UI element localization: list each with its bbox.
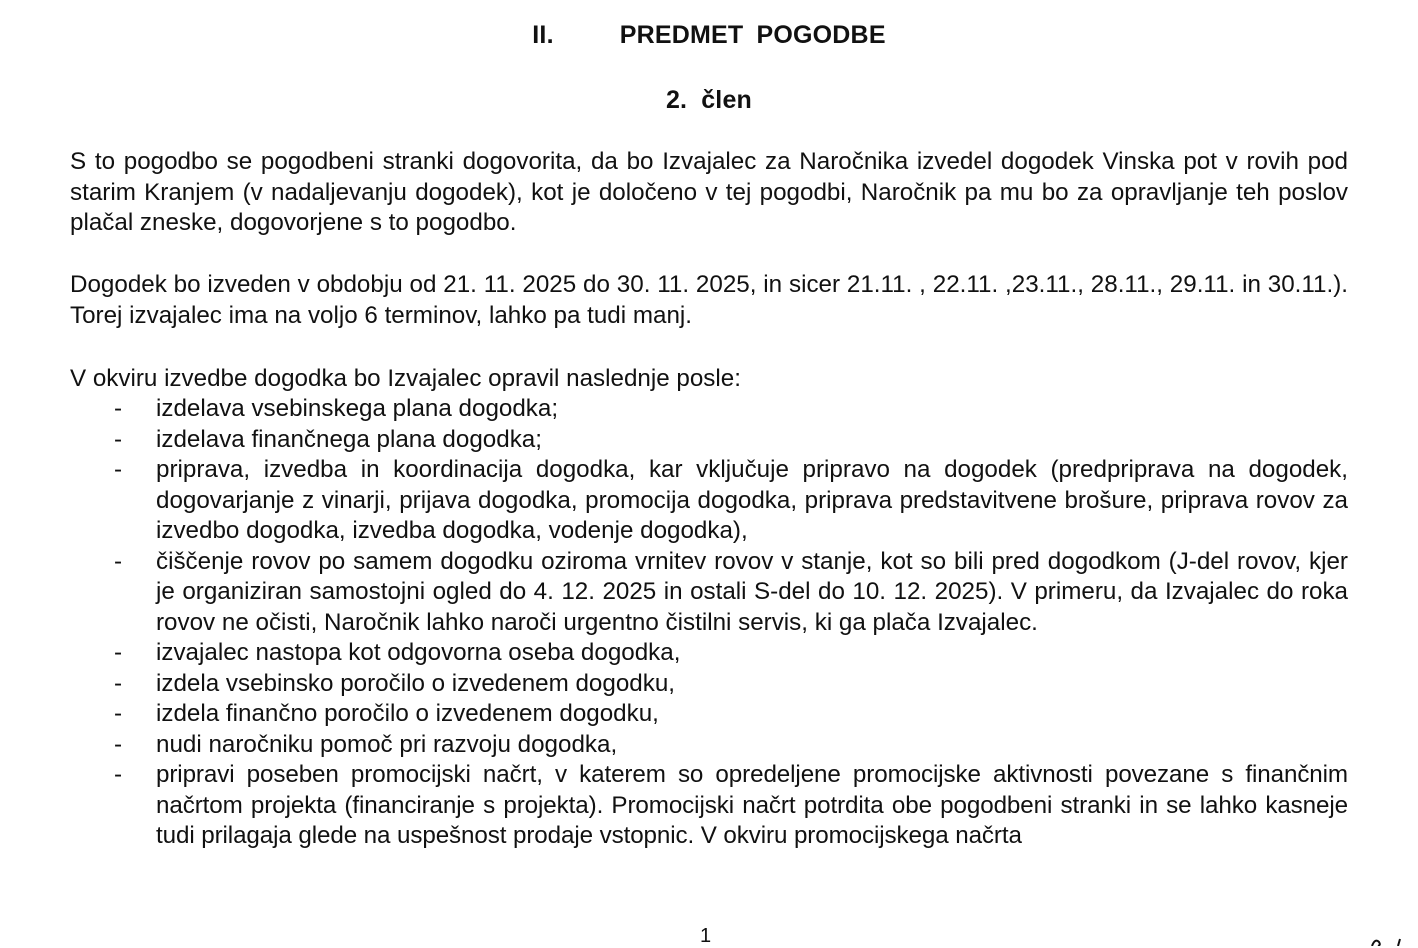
list-item: [70, 699, 1348, 730]
tasks-list: [70, 394, 1348, 852]
article-number: 2.: [665, 86, 688, 114]
paragraph-event-dates: Dogodek bo izveden v obdobju od 21. 11. 2025 do 30. 11. 2025, in sicer 21.11. , 22.11. ,23.11., 28.11., 29.11. in 30.11.). Torej izvajalec ima na voljo 6 terminov, lahko pa tudi manj.: [70, 271, 1348, 329]
list-item-text: izdela finančno poročilo o izvedenem dogodku,: [156, 700, 659, 727]
list-item-text: pripravi poseben promocijski načrt, v katerem so opredeljene promocijske aktivnosti povezane s finančnim načrtom projekta (financiranje s projekta). Promocijski načrt potrdita obe pogodbeni stranki in se lahko kasneje tudi prilagaja glede na uspešnost prodaje vstopnic. V okviru promocijskega načrta: [156, 761, 1348, 849]
list-bullet: -: [114, 700, 123, 727]
list-item: [70, 394, 1348, 425]
list-item-text: izdelava finančnega plana dogodka;: [156, 425, 542, 453]
article-heading: [0, 86, 1418, 115]
list-item-text: priprava, izvedba in koordinacija dogodka, kar vključuje pripravo na dogodek (predpriprava na dogodek, dogovarjanje z vinarji, prijava dogodka, promocija dogodka, priprava predstavitvene brošure, priprava rovov za izvedbo dogodka, izvedba dogodka, vodenje dogodka),: [156, 456, 1348, 544]
list-bullet: -: [114, 669, 123, 697]
list-bullet: -: [114, 730, 123, 758]
list-item-text: izdela vsebinsko poročilo o izvedenem dogodku,: [156, 669, 676, 697]
section-title: PREDMET POGODBE: [619, 21, 886, 49]
list-item-text: nudi naročniku pomoč pri razvoju dogodka,: [156, 730, 618, 758]
list-bullet: -: [114, 456, 123, 483]
list-item-text: izdelava vsebinskega plana dogodka;: [156, 395, 559, 422]
list-bullet: -: [114, 761, 123, 788]
section-heading: [0, 21, 1418, 50]
list-bullet: -: [114, 395, 123, 422]
list-item: [70, 547, 1348, 639]
list-item: [70, 455, 1348, 547]
section-roman-numeral: II.: [532, 21, 554, 49]
list-item: [70, 760, 1348, 852]
handwritten-mark-icon: [1370, 936, 1410, 946]
article-label: člen: [701, 86, 753, 114]
list-item: [70, 669, 1348, 700]
list-item: [70, 425, 1348, 456]
paragraph-contract-subject: S to pogodbo se pogodbeni stranki dogovorita, da bo Izvajalec za Naročnika izvedel dogodek Vinska pot v rovih pod starim Kranjem (v nadaljevanju dogodek), kot je določeno v tej pogodbi, Naročnik pa mu bo za opravljanje teh poslov plačal zneske, dogovorjene s to pogodbo.: [70, 148, 1348, 236]
list-item: [70, 638, 1348, 669]
list-item: [70, 730, 1348, 761]
list-item-text: čiščenje rovov po samem dogodku oziroma vrnitev rovov v stanje, kot so bili pred dogodkom (J-del rovov, kjer je organiziran samostojni ogled do 4. 12. 2025 in ostali S-del do 10. 12. 2025). V primeru, da Izvajalec do roka rovov ne očisti, Naročnik lahko naroči urgentno čistilni servis, ki ga plača Izvajalec.: [156, 547, 1348, 636]
page-number: 1: [700, 925, 712, 947]
list-bullet: -: [114, 547, 123, 575]
list-item-text: izvajalec nastopa kot odgovorna oseba dogodka,: [156, 639, 681, 666]
paragraph-tasks-intro: V okviru izvedbe dogodka bo Izvajalec opravil naslednje posle:: [70, 365, 741, 392]
list-bullet: -: [114, 639, 123, 666]
list-bullet: -: [114, 425, 123, 453]
